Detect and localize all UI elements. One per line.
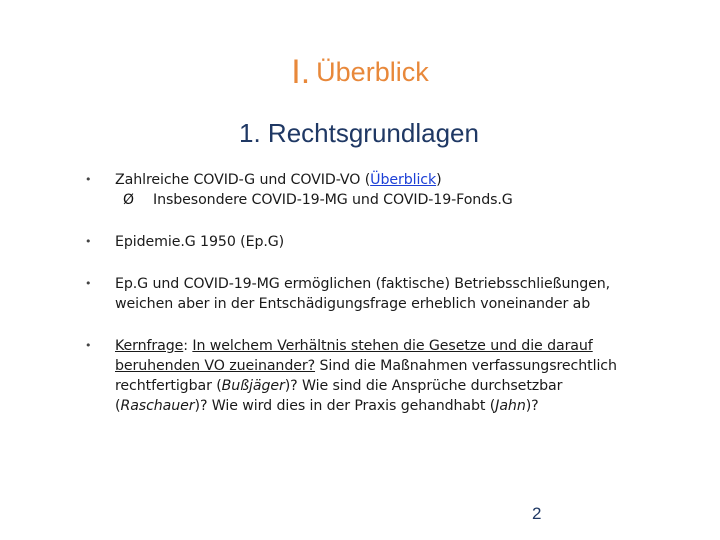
item-text: Zahlreiche COVID-G und COVID-VO (Überblick) [115,172,442,188]
overview-link[interactable]: Überblick [370,172,437,188]
list-item [82,170,642,210]
sub-item-text: Insbesondere COVID-19-MG und COVID-19-Fonds.G [153,192,513,208]
key-question: In welchem Verhältnis stehen die Gesetze und die darauf beruhenden VO zueinander? [115,338,593,374]
slide-title [0,52,720,93]
bullet-list [82,170,642,438]
key-question-label: Kernfrage [115,338,184,354]
author-name: Raschauer [120,398,195,414]
page-number: 2 [532,504,542,523]
item-text: Epidemie.G 1950 (Ep.G) [115,234,285,250]
list-item [82,274,642,314]
list-item [82,232,642,252]
sub-list-item [115,190,642,210]
author-name: Jahn [495,398,526,414]
bullet-icon: • [85,173,92,186]
arrow-bullet-icon: Ø [123,192,134,208]
item-text: Ep.G und COVID-19-MG ermöglichen (faktische) Betriebsschließungen, weichen aber in der Entschädigungsfrage erheblich voneinander ab [115,276,611,312]
item-text: Kernfrage: In welchem Verhältnis stehen die Gesetze und die darauf beruhenden VO zueinander? Sind die Maßnahmen verfassungsrechtlich rechtfertigbar (Bußjäger)? Wie sind die Ansprüche durchsetzbar (Raschauer)? Wie wird dies in der Praxis gehandhabt (Jahn)? [115,338,617,414]
slide-subtitle: 1. Rechtsgrundlagen [239,118,479,148]
bullet-icon: • [85,235,92,248]
section-title: Überblick [316,57,429,87]
list-item [82,336,642,416]
author-name: Bußjäger [221,378,285,394]
bullet-icon: • [85,339,92,352]
bullet-icon: • [85,277,92,290]
section-number: I. [291,53,311,91]
